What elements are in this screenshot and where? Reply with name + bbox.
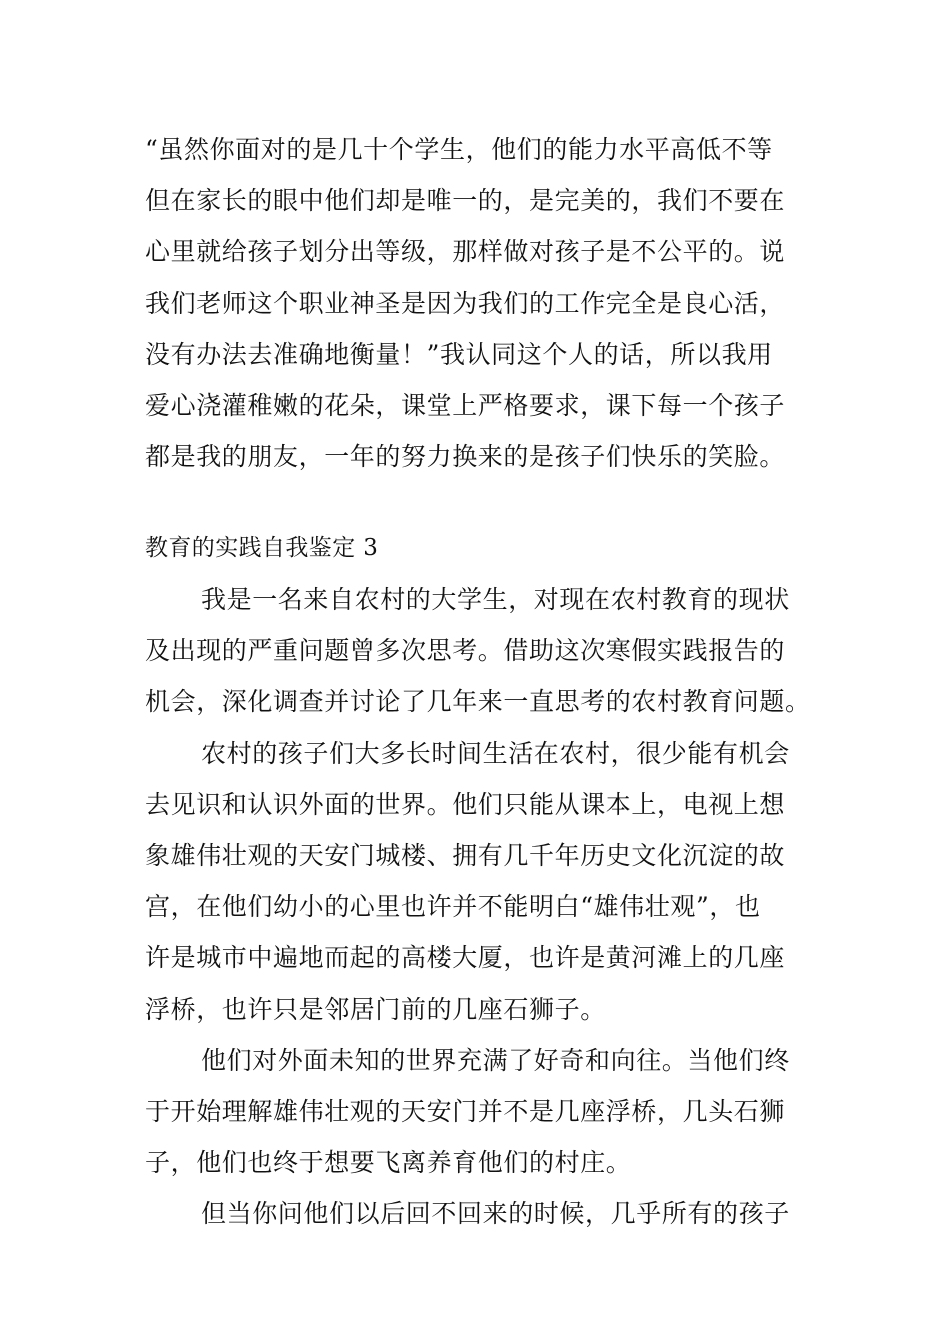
section-title: 教育的实践自我鉴定 3 [145,535,379,561]
paragraph-line: 象雄伟壮观的天安门城楼、拥有几千年历史文化沉淀的故 [145,840,786,870]
paragraph-line: 机会，深化调查并讨论了几年来一直思考的农村教育问题。 [145,687,811,717]
paragraph-line: 爱心浇灌稚嫩的花朵，课堂上严格要求，课下每一个孩子 [145,390,786,420]
top-paragraph [145,124,810,482]
paragraph-line: 没有办法去准确地衡量！”我认同这个人的话，所以我用 [145,339,773,369]
paragraph-line: 农村的孩子们大多长时间生活在农村，很少能有机会 [201,738,790,768]
paragraph-line: 宫，在他们幼小的心里也许并不能明白“雄伟壮观”，也 [145,892,761,922]
paragraph-line: 我们老师这个职业神圣是因为我们的工作完全是良心活， [145,288,786,318]
paragraph-line: 他们对外面未知的世界充满了好奇和向往。当他们终 [201,1045,790,1075]
paragraph-line: 都是我的朋友，一年的努力换来的是孩子们快乐的笑脸。 [145,442,786,472]
paragraph-line: 子，他们也终于想要飞离养育他们的村庄。 [145,1148,632,1178]
paragraph-2 [145,728,810,1035]
paragraph-line: 浮桥，也许只是邻居门前的几座石狮子。 [145,994,606,1024]
section-body [145,574,810,1239]
paragraph-line: 于开始理解雄伟壮观的天安门并不是几座浮桥，几头石狮 [145,1096,786,1126]
paragraph-line: 心里就给孩子划分出等级，那样做对孩子是不公平的。说 [145,237,786,267]
paragraph-line: 我是一名来自农村的大学生，对现在农村教育的现状 [201,585,790,614]
paragraph-line: “虽然你面对的是几十个学生，他们的能力水平高低不等 [145,135,773,164]
paragraph-1 [145,574,810,728]
paragraph-line: 及出现的严重问题曾多次思考。借助这次寒假实践报告的 [145,636,786,666]
paragraph-line: 但当你问他们以后回不回来的时候，几乎所有的孩子 [201,1199,790,1229]
paragraph-3 [145,1035,810,1189]
paragraph-4 [145,1188,810,1239]
section-heading [145,523,810,574]
paragraph-line: 许是城市中遍地而起的高楼大厦，也许是黄河滩上的几座 [145,943,786,973]
paragraph-line: 去见识和认识外面的世界。他们只能从课本上，电视上想 [145,789,786,819]
paragraph-line: 但在家长的眼中他们却是唯一的，是完美的，我们不要在 [145,186,786,216]
